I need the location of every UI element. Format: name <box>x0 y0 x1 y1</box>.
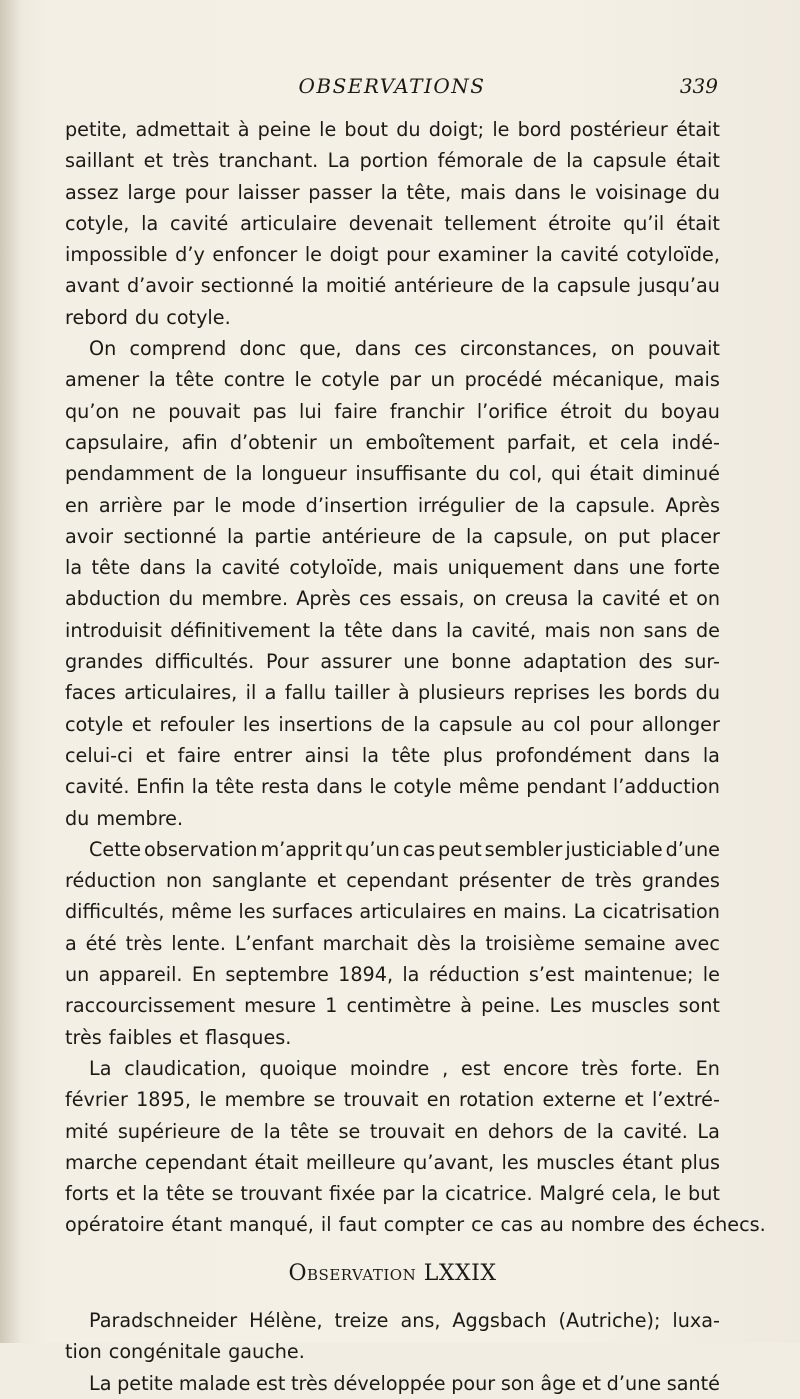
text-line: rebord du cotyle. <box>65 305 231 329</box>
paragraph <box>65 1368 720 1399</box>
text-before-heading <box>65 114 766 1241</box>
text-line: très faibles et flasques. <box>65 1025 292 1049</box>
text-line: la tête dans la cavité cotyloïde, mais uniquement dans une forte <box>65 556 720 580</box>
paragraph <box>65 333 720 834</box>
text-line: avoir sectionné la partie antérieure de la capsule, on put placer <box>65 524 720 548</box>
paragraph <box>65 1305 720 1368</box>
text-line: pendamment de la longueur insuffisante du col, qui était diminué <box>65 462 720 486</box>
text-line: en arrière par le mode d’insertion irrégulier de la capsule. Après <box>65 493 720 517</box>
observation-heading <box>65 1258 720 1289</box>
text-line: mité supérieure de la tête se trouvait en dehors de la cavité. La <box>65 1119 720 1143</box>
body-text <box>65 114 766 1399</box>
text-line: On comprend donc que, dans ces circonstances, on pouvait <box>89 337 720 361</box>
paragraph <box>65 114 720 333</box>
text-line: La petite malade est très développée pour son âge et d’une santé <box>89 1371 720 1395</box>
text-line: raccourcissement mesure 1 centimètre à peine. Les muscles sont <box>65 994 720 1018</box>
text-line: impossible d’y enfoncer le doigt pour examiner la cavité cotyloïde, <box>65 243 720 267</box>
text-line: marche cependant était meilleure qu’avant, les muscles étant plus <box>65 1150 720 1174</box>
text-after-heading <box>65 1305 720 1399</box>
text-line: introduisit définitivement la tête dans la cavité, mais non sans de <box>65 618 720 642</box>
running-title: OBSERVATIONS <box>298 74 486 98</box>
text-line: opératoire étant manqué, il faut compter ce cas au nombre des échecs. <box>65 1213 766 1237</box>
observation-heading-label: Observation <box>288 1260 417 1286</box>
text-line: qu’on ne pouvait pas lui faire franchir l’orifice étroit du boyau <box>65 399 720 423</box>
text-line: capsulaire, afin d’obtenir un emboîtement parfait, et cela indé- <box>65 430 720 454</box>
text-line: difficultés, même les surfaces articulaires en mains. La cicatrisation <box>65 900 720 924</box>
text-line: assez large pour laisser passer la tête, mais dans le voisinage du <box>65 180 720 204</box>
text-line: réduction non sanglante et cependant présenter de très grandes <box>65 869 720 893</box>
text-line: cavité. Enfin la tête resta dans le cotyle même pendant l’adduction <box>65 775 720 799</box>
text-line: saillant et très tranchant. La portion fémorale de la capsule était <box>65 149 720 173</box>
text-line: forts et la tête se trouvant fixée par la cicatrice. Malgré cela, le but <box>65 1182 720 1206</box>
page-number: 339 <box>679 74 718 98</box>
text-line: Paradschneider Hélène, treize ans, Aggsbach (Autriche); luxa- <box>89 1308 720 1332</box>
text-line: tion congénitale gauche. <box>65 1340 305 1364</box>
observation-heading-number: LXXIX <box>423 1260 497 1286</box>
text-line: grandes difficultés. Pour assurer une bonne adaptation des sur- <box>65 650 720 674</box>
text-line: février 1895, le membre se trouvait en rotation externe et l’extré- <box>65 1088 720 1112</box>
text-line: amener la tête contre le cotyle par un procédé mécanique, mais <box>65 368 720 392</box>
text-line: celui-ci et faire entrer ainsi la tête plus profondément dans la <box>65 743 720 767</box>
text-line: abduction du membre. Après ces essais, on creusa la cavité et on <box>65 587 720 611</box>
text-line: du membre. <box>65 806 184 830</box>
text-line: faces articulaires, il a fallu tailler à plusieurs reprises les bords du <box>65 681 720 705</box>
text-line: cotyle, la cavité articulaire devenait tellement étroite qu’il était <box>65 211 720 235</box>
text-line: avant d’avoir sectionné la moitié antérieure de la capsule jusqu’au <box>65 274 720 298</box>
text-line: La claudication, quoique moindre , est encore très forte. En <box>89 1056 720 1080</box>
binding-shadow <box>0 0 22 1343</box>
text-line: petite, admettait à peine le bout du doigt; le bord postérieur était <box>65 118 720 141</box>
running-head <box>66 74 718 104</box>
text-line: a été très lente. L’enfant marchait dès la troisième semaine avec <box>65 931 720 955</box>
text-line: cotyle et refouler les insertions de la capsule au col pour allonger <box>65 712 720 736</box>
text-line: un appareil. En septembre 1894, la réduction s’est maintenue; le <box>65 963 720 987</box>
paragraph <box>65 1053 766 1241</box>
paragraph <box>65 834 720 1053</box>
text-line: Cette observation m’apprit qu’un cas peut sembler justiciable d’une <box>89 837 720 861</box>
